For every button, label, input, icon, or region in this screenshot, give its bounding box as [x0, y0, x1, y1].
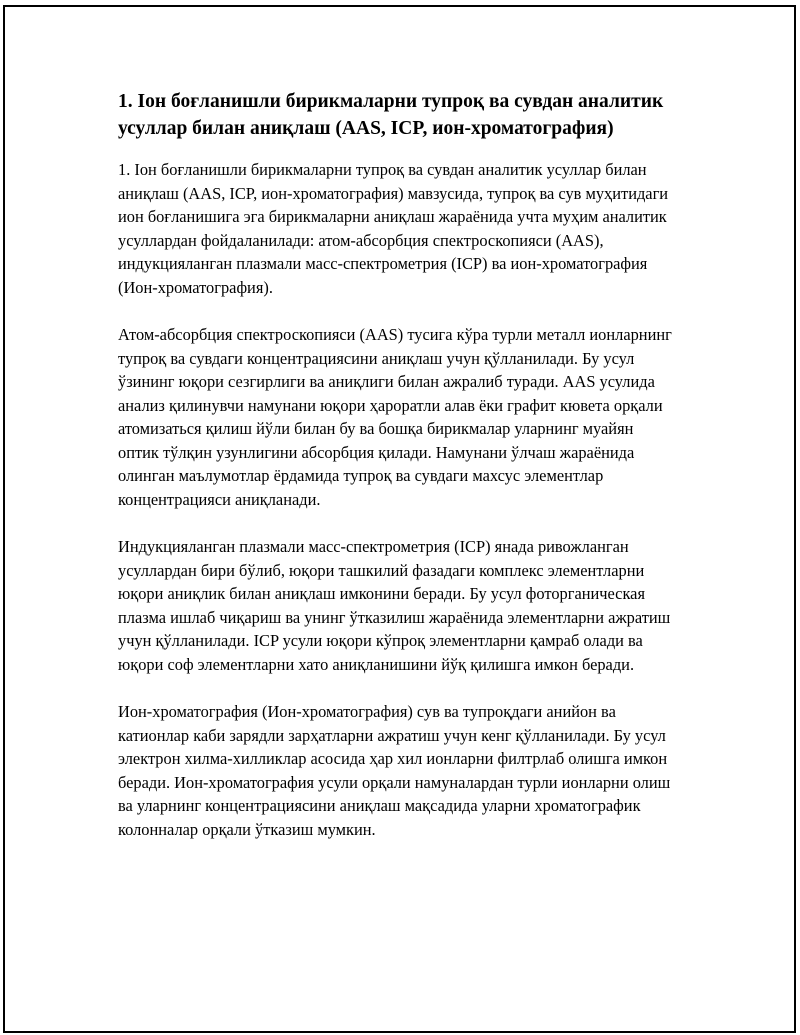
paragraph-icp: Индукцияланган плазмали масс-спектрометрия (ICP) янада ривожланган усуллардан бири бўлиб, юқори ташкилий фазадаги комплекс элементларни юқори аниқлик билан аниқлаш имконини беради. Бу усул фоторганическая плазма ишлаб чиқариш ва унинг ўтказилиш жараёнида элементларни ажратиш учун қўлланилади. ICP усули юқори кўпроқ элементларни қамраб олади ва юқори соф элементларни хато аниқланишини йўқ қилишга имкон беради. [118, 537, 671, 674]
paragraph-ion-chromatography: Ион-хроматография (Ион-хроматография) сув ва тупроқдаги анийон ва катионлар каби зарядли зарҳатларни ажратиш учун кенг қўлланилади. Бу усул электрон хилма-хилликлар асосида ҳар хил ионларни филтрлаб олишга имкон беради. Ион-хроматография усули орқали намуналардан турли ионларни олиш ва уларнинг концентрациясини аниқлаш мақсадида уларни хроматографик колонналар орқали ўтказиш мумкин. [118, 702, 671, 839]
document-body [118, 88, 678, 865]
paragraph-intro: 1. Іон боғланишли бирикмаларни тупроқ ва сувдан аналитик усуллар билан аниқлаш (AAS, ICP, ион-хроматография) мавзусида, тупроқ ва сув муҳитидаги ион боғланишига эга бирикмаларни аниқлаш жараёнида учта муҳим аналитик усуллардан фойдаланилади: атом-абсорбция спектроскопияси (AAS), индукцияланган плазмали масс-спектрометрия (ICP) ва ион-хроматография (Ион-хроматография). [118, 160, 669, 297]
document-title: 1. Іон боғланишли бирикмаларни тупроқ ва сувдан аналитик усуллар билан аниқлаш (AAS, ICP, ион-хроматография) [118, 91, 664, 139]
paragraph-aas: Атом-абсорбция спектроскопияси (AAS) тусига кўра турли металл ионларнинг тупроқ ва сувдаги концентрациясини аниқлаш учун қўлланилади. Бу усул ўзининг юқори сезгирлиги ва аниқлиги билан ажралиб туради. AAS усулида анализ қилинувчи намунани юқори ҳароратли алав ёки графит кювета орқали атомизаться қилиш йўли билан бу ва бошқа бирикмалар уларнинг муайян оптик тўлқин узунлигини абсорбция қилади. Намунани ўлчаш жараёнида олинган маълумотлар ёрдамида тупроқ ва сувдаги махсус элементлар концентрацияси аниқланади. [118, 325, 672, 509]
